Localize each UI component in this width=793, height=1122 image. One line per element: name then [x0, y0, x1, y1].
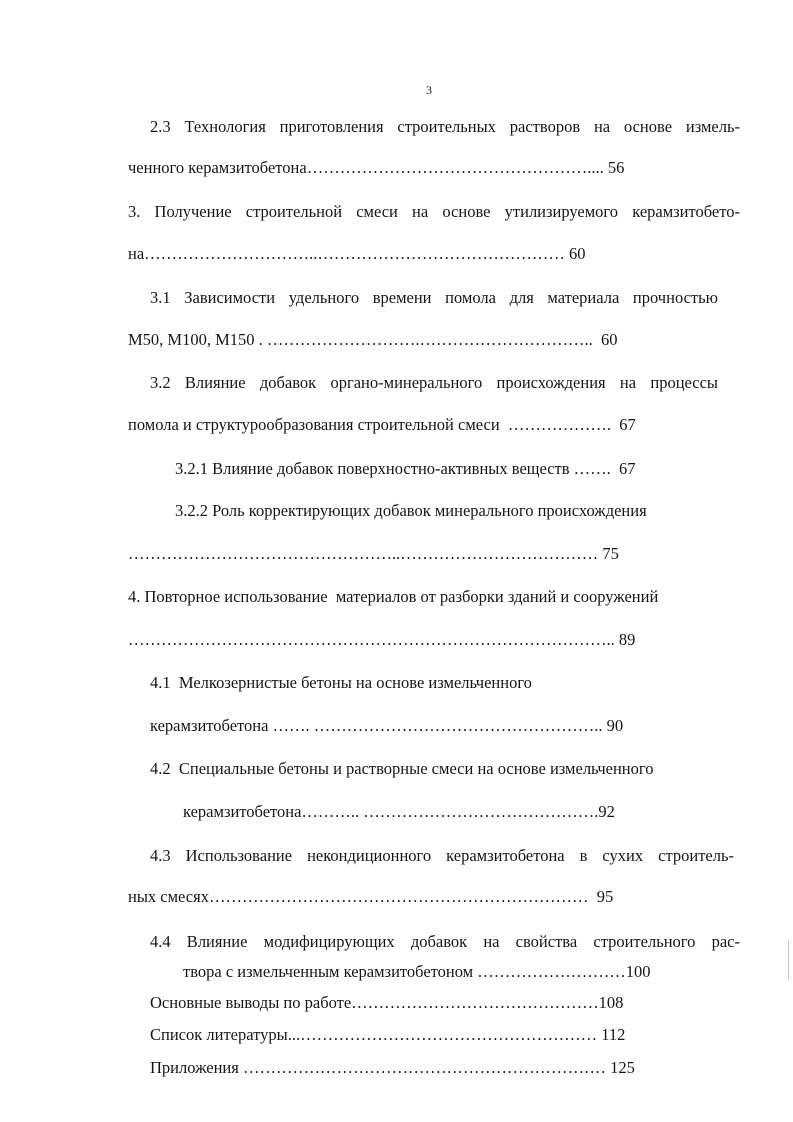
- toc-entry-4-line1: 4. Повторное использование материалов от разборки зданий и сооружений: [128, 587, 659, 606]
- toc-entry-2-3-line1: 2.3 Технология приготовления строительных растворов на основе измель-: [150, 117, 740, 136]
- toc-entry-4-3-line2: ных смесях…………………………………………………………… 95: [128, 887, 614, 906]
- toc-entry-3-2-line1: 3.2 Влияние добавок органо-минерального происхождения на процессы: [150, 373, 718, 392]
- toc-entry-3-line1: 3. Получение строительной смеси на основе утилизируемого керамзитобето-: [128, 202, 740, 221]
- scan-edge-mark: [788, 940, 789, 980]
- toc-entry-4-1-line2: керамзитобетона ……. …………………………………………….. 90: [150, 716, 624, 735]
- toc-entry-4-1-line1: 4.1 Мелкозернистые бетоны на основе измельченного: [150, 673, 532, 692]
- toc-entry-conclusions: Основные выводы по работе………………………………………108: [150, 993, 624, 1012]
- toc-entry-3-1-line1: 3.1 Зависимости удельного времени помола для материала прочностью: [150, 288, 718, 307]
- toc-entry-4-2-line2: керамзитобетона……….. …………………………………….92: [183, 802, 615, 821]
- toc-entry-3-2-1: 3.2.1 Влияние добавок поверхностно-активных веществ ……. 67: [175, 459, 636, 478]
- toc-entry-4-4-line1: 4.4 Влияние модифицирующих добавок на свойства строительного рас-: [150, 932, 740, 951]
- toc-entry-4-3-line1: 4.3 Использование некондиционного керамзитобетона в сухих строитель-: [150, 846, 734, 865]
- toc-entry-3-line2: на…………………………..……………………………………… 60: [128, 244, 586, 263]
- page-number: 3: [426, 83, 432, 97]
- toc-entry-appendices: Приложения ………………………………………………………… 125: [150, 1058, 635, 1077]
- toc-entry-4-line2: …………………………………………………………………………….. 89: [128, 630, 636, 649]
- toc-entry-3-2-2-line2: …………………………………………..……………………………… 75: [128, 544, 619, 563]
- toc-entry-references: Список литературы...……………………………………………… 112: [150, 1025, 626, 1044]
- toc-entry-3-1-line2: М50, М100, М150 . ……………………….………………………….. 60: [128, 330, 618, 349]
- toc-entry-3-2-2-line1: 3.2.2 Роль корректирующих добавок минерального происхождения: [175, 501, 647, 520]
- toc-entry-4-2-line1: 4.2 Специальные бетоны и растворные смеси на основе измельченного: [150, 759, 654, 778]
- toc-entry-4-4-line2: твора с измельченным керамзитобетоном ………………………100: [183, 962, 651, 981]
- toc-entry-2-3-line2: ченного керамзитобетона…………………………………………….... 56: [128, 158, 625, 177]
- toc-entry-3-2-line2: помола и структурообразования строительной смеси ………………. 67: [128, 415, 636, 434]
